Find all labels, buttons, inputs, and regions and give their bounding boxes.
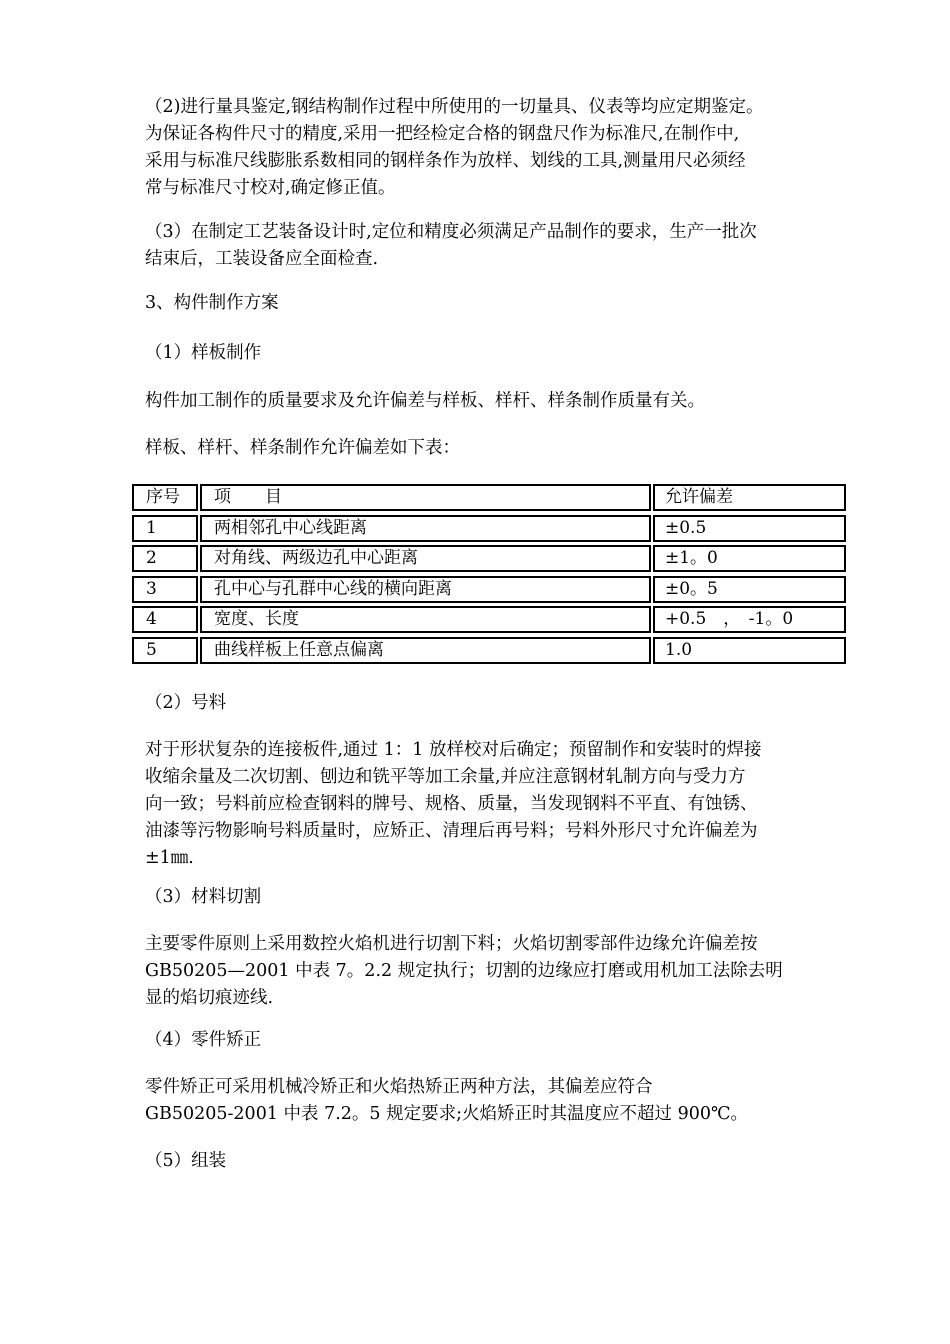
text-line: （2)进行量具鉴定,钢结构制作过程中所使用的一切量具、仪表等均应定期鉴定。 bbox=[145, 97, 764, 117]
table-header-cell-tolerance: 允许偏差 bbox=[653, 484, 846, 511]
paragraph-gauge-calibration bbox=[145, 94, 810, 202]
table-cell-item: 孔中心与孔群中心线的横向距离 bbox=[200, 576, 651, 603]
table-cell-index: 1 bbox=[132, 515, 198, 542]
tolerance-table bbox=[132, 484, 794, 667]
table-cell-item: 两相邻孔中心线距离 bbox=[200, 515, 651, 542]
table-cell-tolerance: ±0.5 bbox=[653, 515, 846, 542]
table-cell-item: 对角线、两级边孔中心距离 bbox=[200, 545, 651, 572]
text-line: 收缩余量及二次切割、刨边和铣平等加工余量,并应注意钢材轧制方向与受力方 bbox=[145, 767, 746, 787]
text-line: 显的焰切痕迹线. bbox=[145, 988, 274, 1008]
paragraph-cutting bbox=[145, 931, 810, 1012]
table-cell-index: 3 bbox=[132, 576, 198, 603]
table-cell-tolerance: ±1。0 bbox=[653, 545, 846, 572]
table-cell-tolerance: +0.5 ， -1。0 bbox=[653, 606, 846, 633]
subheading-straightening: （4）零件矫正 bbox=[145, 1030, 262, 1050]
paragraph-tooling-design bbox=[145, 219, 810, 273]
table-row bbox=[132, 637, 715, 668]
table-row bbox=[132, 606, 794, 637]
table-cell-index: 2 bbox=[132, 545, 198, 572]
table-cell-index: 4 bbox=[132, 606, 198, 633]
table-row bbox=[132, 576, 718, 607]
text-line: 结束后，工装设备应全面检查. bbox=[145, 249, 379, 269]
table-header-cell-item: 项 目 bbox=[200, 484, 651, 511]
subheading-cutting: （3）材料切割 bbox=[145, 887, 262, 907]
table-cell-tolerance: ±0。5 bbox=[653, 576, 846, 603]
text-line: 常与标准尺寸校对,确定修正值。 bbox=[145, 178, 396, 198]
text-line: GB50205—2001 中表 7。2.2 规定执行；切割的边缘应打磨或用机加工法除去明 bbox=[145, 961, 783, 981]
table-row bbox=[132, 515, 715, 546]
table-cell-tolerance: 1.0 bbox=[653, 637, 846, 664]
text-line: GB50205-2001 中表 7.2。5 规定要求;火焰矫正时其温度应不超过 900℃。 bbox=[145, 1104, 749, 1124]
table-cell-index: 5 bbox=[132, 637, 198, 664]
paragraph-marking bbox=[145, 737, 810, 872]
subheading-marking: （2）号料 bbox=[145, 693, 227, 713]
text-line: ±1㎜. bbox=[145, 848, 194, 868]
paragraph-quality-requirements: 构件加工制作的质量要求及允许偏差与样板、样杆、样条制作质量有关。 bbox=[145, 391, 705, 411]
text-line: 为保证各构件尺寸的精度,采用一把经检定合格的钢盘尺作为标准尺,在制作中, bbox=[145, 124, 740, 144]
table-row bbox=[132, 545, 718, 576]
text-line: 采用与标准尺线膨胀系数相同的钢样条作为放样、划线的工具,测量用尺必须经 bbox=[145, 151, 746, 171]
table-header-row bbox=[132, 484, 733, 515]
text-line: 油漆等污物影响号料质量时，应矫正、清理后再号料；号料外形尺寸允许偏差为 bbox=[145, 821, 758, 841]
text-line: 对于形状复杂的连接板件,通过 1：1 放样校对后确定；预留制作和安装时的焊接 bbox=[145, 740, 762, 760]
subheading-template-making: （1）样板制作 bbox=[145, 343, 262, 363]
table-header-cell-index: 序号 bbox=[132, 484, 198, 511]
section-heading-fabrication-plan: 3、构件制作方案 bbox=[145, 293, 279, 313]
text-line: 零件矫正可采用机械冷矫正和火焰热矫正两种方法，其偏差应符合 bbox=[145, 1077, 653, 1097]
text-line: 主要零件原则上采用数控火焰机进行切割下料；火焰切割零部件边缘允许偏差按 bbox=[145, 934, 758, 954]
table-cell-item: 曲线样板上任意点偏离 bbox=[200, 637, 651, 664]
table-cell-item: 宽度、长度 bbox=[200, 606, 651, 633]
paragraph-table-intro: 样板、样杆、样条制作允许偏差如下表： bbox=[145, 438, 460, 458]
subheading-assembly: （5）组装 bbox=[145, 1151, 227, 1171]
paragraph-straightening bbox=[145, 1074, 810, 1128]
text-line: 向一致；号料前应检查钢料的牌号、规格、质量，当发现钢料不平直、有蚀锈、 bbox=[145, 794, 758, 814]
text-line: （3）在制定工艺装备设计时,定位和精度必须满足产品制作的要求，生产一批次 bbox=[145, 222, 757, 242]
